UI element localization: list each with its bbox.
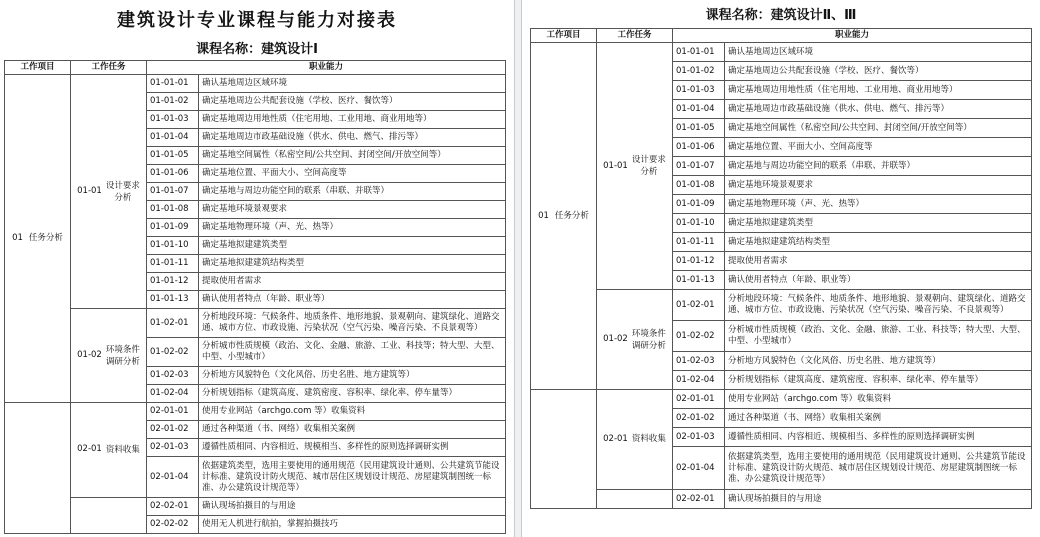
- capability-text: 分析地段环境：气候条件、地质条件、地形地貌、景观朝向、建筑绿化、道路交通、城市方位、市政设施、污染状况（空气污染、噪音污染、不良景观等）: [725, 290, 1032, 321]
- capability-code: 01-01-12: [673, 252, 725, 271]
- capability-code: 01-02-02: [673, 321, 725, 352]
- capability-text: 确定基地与周边功能空间的联系（串联、并联等）: [725, 157, 1032, 176]
- capability-text: 分析规划指标（建筑高度、建筑密度、容积率、绿化率、停车量等）: [725, 371, 1032, 390]
- project-cell: [531, 390, 597, 509]
- task-cell: [597, 490, 673, 509]
- task-cell: [71, 309, 147, 403]
- course-title: 课程名称：建筑设计Ⅱ、Ⅲ: [705, 8, 857, 23]
- capability-text: 确认现场拍摄目的与用途: [199, 498, 506, 516]
- capability-code: 01-01-09: [147, 219, 199, 237]
- task-cell: [71, 403, 147, 498]
- project-name: 任务分析: [554, 210, 589, 221]
- capability-table: [530, 28, 1032, 509]
- project-code: 01: [12, 233, 23, 243]
- capability-text: 确定基地周边市政基础设施（供水、供电、燃气、排污等）: [725, 100, 1032, 119]
- task-name: 设计要求分析: [105, 180, 140, 203]
- capability-code: 01-01-01: [673, 43, 725, 62]
- task-code: 02-01: [77, 444, 102, 455]
- capability-code: 01-01-04: [673, 100, 725, 119]
- capability-code: 01-01-10: [147, 237, 199, 255]
- capability-text: 确定基地与周边功能空间的联系（串联、并联等）: [199, 183, 506, 201]
- capability-table: [4, 60, 506, 534]
- capability-text: 分析城市性质规模（政治、文化、金融、旅游、工业、科技等；特大型、大型、中型、小型城市）: [725, 321, 1032, 352]
- capability-text: 确定基地周边用地性质（住宅用地、工业用地、商业用地等）: [199, 111, 506, 129]
- capability-code: 01-01-08: [673, 176, 725, 195]
- capability-text: 确定基地位置、平面大小、空间高度等: [199, 165, 506, 183]
- capability-code: 01-01-11: [673, 233, 725, 252]
- right-document-page: [522, 0, 1040, 537]
- capability-code: 02-01-04: [147, 457, 199, 498]
- project-cell: [5, 75, 71, 403]
- table-row: [5, 498, 506, 516]
- capability-code: 02-01-03: [673, 428, 725, 447]
- capability-text: 确定基地周边公共配套设施（学校、医疗、餐饮等）: [199, 93, 506, 111]
- capability-code: 01-01-03: [673, 81, 725, 100]
- capability-code: 01-02-01: [673, 290, 725, 321]
- header-task: 工作任务: [71, 61, 147, 75]
- task-cell: [597, 390, 673, 490]
- capability-code: 01-01-07: [673, 157, 725, 176]
- capability-code: 01-01-11: [147, 255, 199, 273]
- capability-code: 01-01-08: [147, 201, 199, 219]
- project-cell: [531, 43, 597, 390]
- capability-code: 01-02-04: [673, 371, 725, 390]
- capability-code: 01-02-02: [147, 338, 199, 367]
- table-row: [531, 390, 1032, 409]
- capability-code: 01-02-03: [147, 367, 199, 385]
- task-name: 环境条件调研分析: [105, 344, 140, 367]
- capability-text: 遵循性质相同、内容相近、规模相当、多样性的原则选择调研实例: [199, 439, 506, 457]
- capability-code: 01-01-05: [147, 147, 199, 165]
- task-code: 02-01: [603, 433, 628, 444]
- capability-text: 确定基地周边公共配套设施（学校、医疗、餐饮等）: [725, 62, 1032, 81]
- task-name: 设计要求分析: [631, 155, 666, 177]
- capability-text: 确认基地周边区域环境: [199, 75, 506, 93]
- capability-code: 02-01-02: [673, 409, 725, 428]
- capability-code: 01-01-01: [147, 75, 199, 93]
- capability-text: 确定基地环境景观要求: [725, 176, 1032, 195]
- capability-code: 01-01-13: [147, 291, 199, 309]
- table-row: [5, 403, 506, 421]
- capability-text: 分析规划指标（建筑高度、建筑密度、容积率、绿化率、停车量等）: [199, 385, 506, 403]
- capability-text: 分析地方风貌特色（文化风俗、历史名胜、地方建筑等）: [725, 352, 1032, 371]
- capability-text: 确认现场拍摄目的与用途: [725, 490, 1032, 509]
- capability-code: 01-02-04: [147, 385, 199, 403]
- capability-code: 02-01-02: [147, 421, 199, 439]
- capability-text: 通过各种渠道（书、网络）收集相关案例: [725, 409, 1032, 428]
- project-name: 任务分析: [28, 233, 63, 243]
- capability-code: 01-01-03: [147, 111, 199, 129]
- course-title: 课程名称：建筑设计Ⅰ: [196, 42, 318, 57]
- capability-text: 使用专业网站（archgo.com 等）收集资料: [725, 390, 1032, 409]
- capability-code: 02-01-03: [147, 439, 199, 457]
- capability-code: 01-01-12: [147, 273, 199, 291]
- header-task: 工作任务: [597, 29, 673, 43]
- header-capability: 职业能力: [673, 29, 1032, 43]
- header-project: 工作项目: [531, 29, 597, 43]
- capability-code: 01-01-10: [673, 214, 725, 233]
- project-cell: [5, 403, 71, 534]
- task-cell: [71, 75, 147, 309]
- capability-text: 确定基地拟建建筑类型: [725, 214, 1032, 233]
- task-cell: [597, 290, 673, 390]
- capability-text: 确定基地物理环境（声、光、热等）: [199, 219, 506, 237]
- capability-code: 01-01-04: [147, 129, 199, 147]
- table-row: [531, 490, 1032, 509]
- capability-code: 02-02-01: [147, 498, 199, 516]
- capability-code: 02-02-02: [147, 516, 199, 534]
- capability-code: 01-01-06: [147, 165, 199, 183]
- capability-text: 确定基地拟建建筑结构类型: [725, 233, 1032, 252]
- task-name: 资料收集: [105, 444, 140, 455]
- capability-code: 01-01-13: [673, 271, 725, 290]
- capability-code: 02-02-01: [673, 490, 725, 509]
- capability-text: 确定基地空间属性（私密空间/公共空间、封闭空间/开放空间等）: [725, 119, 1032, 138]
- capability-code: 02-01-04: [673, 447, 725, 490]
- capability-text: 确认使用者特点（年龄、职业等）: [725, 271, 1032, 290]
- capability-text: 确定基地拟建建筑结构类型: [199, 255, 506, 273]
- page-separator: [514, 0, 522, 537]
- capability-code: 01-01-07: [147, 183, 199, 201]
- project-code: 01: [538, 210, 549, 221]
- header-project: 工作项目: [5, 61, 71, 75]
- task-name: 环境条件调研分析: [631, 328, 666, 351]
- capability-code: 01-01-02: [147, 93, 199, 111]
- task-code: 01-01: [77, 186, 102, 196]
- capability-text: 确定基地空间属性（私密空间/公共空间、封闭空间/开放空间等）: [199, 147, 506, 165]
- left-document-page: [0, 0, 514, 537]
- capability-text: 确认使用者特点（年龄、职业等）: [199, 291, 506, 309]
- table-row: [531, 290, 1032, 321]
- table-row: [531, 43, 1032, 62]
- capability-text: 确定基地拟建建筑类型: [199, 237, 506, 255]
- task-name: 资料收集: [631, 434, 666, 445]
- capability-code: 01-02-01: [147, 309, 199, 338]
- capability-text: 提取使用者需求: [199, 273, 506, 291]
- capability-text: 确定基地位置、平面大小、空间高度等: [725, 138, 1032, 157]
- header-capability: 职业能力: [147, 61, 506, 75]
- capability-code: 01-01-02: [673, 62, 725, 81]
- task-code: 01-02: [77, 350, 102, 360]
- table-row: [5, 75, 506, 93]
- task-code: 01-01: [603, 160, 628, 171]
- task-code: 01-02: [603, 334, 628, 344]
- capability-text: 依据建筑类型，选用主要使用的通用规范（民用建筑设计通则、公共建筑节能设计标准、建筑设计防火规范、城市居住区规划设计规范、房屋建筑制图统一标准、办公建筑设计规范等）: [725, 447, 1032, 490]
- capability-text: 确定基地物理环境（声、光、热等）: [725, 195, 1032, 214]
- capability-text: 确定基地周边市政基础设施（供水、供电、燃气、排污等）: [199, 129, 506, 147]
- capability-text: 提取使用者需求: [725, 252, 1032, 271]
- capability-text: 分析地段环境：气候条件、地质条件、地形地貌、景观朝向、建筑绿化、道路交通、城市方位、市政设施、污染状况（空气污染、噪音污染、不良景观等）: [199, 309, 506, 338]
- capability-text: 使用无人机进行航拍，掌握拍摄技巧: [199, 516, 506, 534]
- table-row: [5, 309, 506, 338]
- capability-text: 确认基地周边区域环境: [725, 43, 1032, 62]
- capability-text: 遵循性质相同、内容相近、规模相当、多样性的原则选择调研实例: [725, 428, 1032, 447]
- document-title: 建筑设计专业课程与能力对接表: [117, 10, 397, 31]
- capability-text: 通过各种渠道（书、网络）收集相关案例: [199, 421, 506, 439]
- capability-code: 02-01-01: [147, 403, 199, 421]
- capability-text: 分析地方风貌特色（文化风俗、历史名胜、地方建筑等）: [199, 367, 506, 385]
- capability-code: 01-01-05: [673, 119, 725, 138]
- capability-code: 02-01-01: [673, 390, 725, 409]
- capability-text: 分析城市性质规模（政治、文化、金融、旅游、工业、科技等；特大型、大型、中型、小型城市）: [199, 338, 506, 367]
- capability-text: 使用专业网站（archgo.com 等）收集资料: [199, 403, 506, 421]
- capability-text: 依据建筑类型，选用主要使用的通用规范（民用建筑设计通则、公共建筑节能设计标准、建筑设计防火规范、城市居住区规划设计规范、房屋建筑制图统一标准、办公建筑设计规范等）: [199, 457, 506, 498]
- capability-text: 确定基地环境景观要求: [199, 201, 506, 219]
- task-cell: [71, 498, 147, 534]
- capability-code: 01-01-06: [673, 138, 725, 157]
- capability-code: 01-02-03: [673, 352, 725, 371]
- task-cell: [597, 43, 673, 290]
- capability-text: 确定基地周边用地性质（住宅用地、工业用地、商业用地等）: [725, 81, 1032, 100]
- capability-code: 01-01-09: [673, 195, 725, 214]
